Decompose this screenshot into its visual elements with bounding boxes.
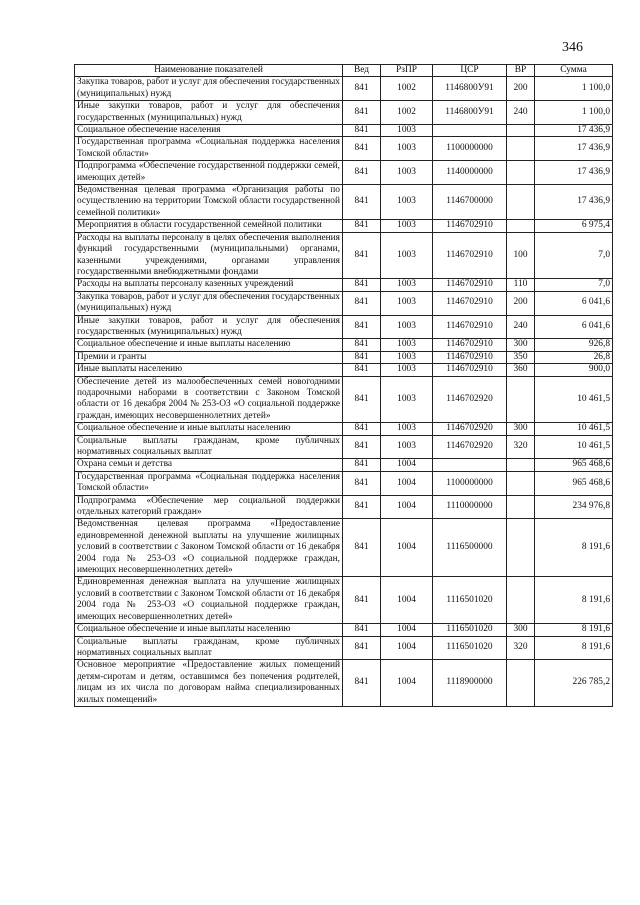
cell-sum: 1 100,0 [535,77,613,101]
cell-csr: 1110000000 [433,495,507,519]
cell-sum: 6 041,6 [535,315,613,339]
table-row [75,279,613,291]
cell-sum: 7,0 [535,232,613,279]
cell-csr: 1146702910 [433,220,507,232]
table-row [75,471,613,495]
cell-sum: 17 436,9 [535,161,613,185]
budget-table [74,64,613,707]
table-row [75,636,613,660]
cell-vr: 240 [507,315,535,339]
cell-sum: 10 461,5 [535,435,613,459]
table-row [75,137,613,161]
cell-vr: 240 [507,101,535,125]
cell-rzpr: 1003 [381,161,433,185]
cell-name: Социальное обеспечение и иные выплаты населению [75,339,343,351]
table-row [75,364,613,376]
cell-csr: 1146702910 [433,232,507,279]
cell-csr [433,459,507,471]
cell-ved: 841 [343,279,381,291]
cell-sum: 900,0 [535,364,613,376]
cell-rzpr: 1004 [381,624,433,636]
cell-rzpr: 1003 [381,315,433,339]
cell-ved: 841 [343,364,381,376]
table-row [75,624,613,636]
table-row [75,315,613,339]
cell-sum: 17 436,9 [535,125,613,137]
cell-ved: 841 [343,376,381,423]
cell-sum: 8 191,6 [535,519,613,577]
cell-ved: 841 [343,519,381,577]
cell-sum: 6 975,4 [535,220,613,232]
header-rzpr: РзПР [381,65,433,77]
cell-rzpr: 1003 [381,291,433,315]
cell-name: Закупка товаров, работ и услуг для обеспечения государственных (муниципальных) нужд [75,77,343,101]
cell-rzpr: 1004 [381,577,433,624]
cell-sum: 965 468,6 [535,471,613,495]
cell-csr: 1116500000 [433,519,507,577]
cell-vr: 320 [507,636,535,660]
cell-name: Ведомственная целевая программа «Организация работы по осуществлению на территории Томской области государственной семейной политики» [75,185,343,220]
cell-name: Иные закупки товаров, работ и услуг для обеспечения государственных (муниципальных) нужд [75,315,343,339]
table-row [75,291,613,315]
cell-vr: 100 [507,232,535,279]
cell-vr: 320 [507,435,535,459]
cell-rzpr: 1004 [381,519,433,577]
table-row [75,232,613,279]
cell-name: Иные выплаты населению [75,364,343,376]
cell-rzpr: 1003 [381,279,433,291]
cell-vr [507,185,535,220]
cell-name: Мероприятия в области государственной семейной политики [75,220,343,232]
cell-rzpr: 1003 [381,423,433,435]
table-row [75,459,613,471]
cell-sum: 17 436,9 [535,137,613,161]
cell-name: Расходы на выплаты персоналу в целях обеспечения выполнения функций государственными (муниципальными) органами, казенными учреждениями, органами управления государственными внебюджетными фондами [75,232,343,279]
cell-csr: 1146702910 [433,351,507,363]
cell-rzpr: 1003 [381,185,433,220]
cell-rzpr: 1002 [381,77,433,101]
cell-csr: 1146702920 [433,423,507,435]
cell-csr: 1100000000 [433,137,507,161]
table-row [75,185,613,220]
table-row [75,351,613,363]
cell-csr: 1116501020 [433,577,507,624]
cell-ved: 841 [343,161,381,185]
table-row [75,435,613,459]
cell-ved: 841 [343,459,381,471]
cell-sum: 226 785,2 [535,660,613,707]
cell-vr [507,137,535,161]
header-csr: ЦСР [433,65,507,77]
cell-ved: 841 [343,232,381,279]
cell-ved: 841 [343,220,381,232]
header-vr: ВР [507,65,535,77]
cell-name: Социальные выплаты гражданам, кроме публичных нормативных социальных выплат [75,435,343,459]
cell-name: Подпрограмма «Обеспечение мер социальной поддержки отдельных категорий граждан» [75,495,343,519]
cell-rzpr: 1002 [381,101,433,125]
cell-sum: 234 976,8 [535,495,613,519]
cell-csr: 1116501020 [433,636,507,660]
cell-vr: 300 [507,423,535,435]
cell-ved: 841 [343,185,381,220]
cell-rzpr: 1003 [381,435,433,459]
cell-vr: 200 [507,77,535,101]
cell-rzpr: 1003 [381,125,433,137]
header-sum: Сумма [535,65,613,77]
cell-vr [507,459,535,471]
cell-csr: 1146702920 [433,435,507,459]
cell-vr [507,125,535,137]
cell-name: Государственная программа «Социальная поддержка населения Томской области» [75,471,343,495]
cell-name: Иные закупки товаров, работ и услуг для обеспечения государственных (муниципальных) нужд [75,101,343,125]
table-row [75,376,613,423]
cell-name: Закупка товаров, работ и услуг для обеспечения государственных (муниципальных) нужд [75,291,343,315]
cell-sum: 1 100,0 [535,101,613,125]
table-row [75,125,613,137]
cell-name: Охрана семьи и детства [75,459,343,471]
cell-ved: 841 [343,660,381,707]
cell-ved: 841 [343,137,381,161]
cell-ved: 841 [343,636,381,660]
cell-rzpr: 1003 [381,339,433,351]
cell-ved: 841 [343,435,381,459]
cell-csr: 1118900000 [433,660,507,707]
cell-ved: 841 [343,624,381,636]
cell-sum: 6 041,6 [535,291,613,315]
cell-ved: 841 [343,577,381,624]
cell-rzpr: 1003 [381,232,433,279]
cell-rzpr: 1004 [381,636,433,660]
cell-sum: 10 461,5 [535,423,613,435]
cell-sum: 17 436,9 [535,185,613,220]
cell-csr: 1146800У91 [433,77,507,101]
cell-vr: 110 [507,279,535,291]
cell-sum: 965 468,6 [535,459,613,471]
cell-ved: 841 [343,101,381,125]
table-row [75,519,613,577]
cell-csr: 1146702910 [433,364,507,376]
cell-ved: 841 [343,471,381,495]
cell-vr [507,471,535,495]
cell-csr: 1146702920 [433,376,507,423]
cell-vr: 200 [507,291,535,315]
cell-csr: 1146702910 [433,339,507,351]
cell-rzpr: 1003 [381,364,433,376]
cell-rzpr: 1004 [381,459,433,471]
cell-name: Социальное обеспечение населения [75,125,343,137]
table-row [75,577,613,624]
cell-csr: 1140000000 [433,161,507,185]
table-row [75,495,613,519]
cell-rzpr: 1003 [381,220,433,232]
table-row [75,101,613,125]
cell-name: Расходы на выплаты персоналу казенных учреждений [75,279,343,291]
cell-name: Премии и гранты [75,351,343,363]
cell-ved: 841 [343,125,381,137]
table-row [75,161,613,185]
table-header-row [75,65,613,77]
page-number: 346 [562,40,583,55]
cell-ved: 841 [343,291,381,315]
cell-vr [507,495,535,519]
cell-csr: 1146702910 [433,315,507,339]
cell-sum: 8 191,6 [535,624,613,636]
cell-name: Ведомственная целевая программа «Предоставление единовременной денежной выплаты на улучшение жилищных условий в соответствии с Законом Томской области от 16 декабря 2004 года № 253-ОЗ «О социальной поддержке граждан, имеющих несовершеннолетних детей» [75,519,343,577]
cell-name: Подпрограмма «Обеспечение государственной поддержки семей, имеющих детей» [75,161,343,185]
cell-vr [507,220,535,232]
cell-vr: 300 [507,624,535,636]
cell-ved: 841 [343,495,381,519]
header-ved: Вед [343,65,381,77]
cell-csr: 1146800У91 [433,101,507,125]
cell-ved: 841 [343,423,381,435]
cell-name: Государственная программа «Социальная поддержка населения Томской области» [75,137,343,161]
cell-ved: 841 [343,339,381,351]
cell-sum: 26,8 [535,351,613,363]
cell-name: Обеспечение детей из малообеспеченных семей новогодними подарочными наборами в соответствии с Законом Томской области от 16 декабря 2004 № 253-ОЗ «О социальной поддержке граждан, имеющих несовершеннолетних детей» [75,376,343,423]
cell-vr: 300 [507,339,535,351]
cell-sum: 926,8 [535,339,613,351]
cell-vr [507,660,535,707]
cell-csr: 1146702910 [433,279,507,291]
cell-name: Социальное обеспечение и иные выплаты населению [75,423,343,435]
cell-rzpr: 1004 [381,471,433,495]
cell-name: Социальные выплаты гражданам, кроме публичных нормативных социальных выплат [75,636,343,660]
cell-csr: 1146700000 [433,185,507,220]
cell-sum: 10 461,5 [535,376,613,423]
table-row [75,660,613,707]
cell-vr: 360 [507,364,535,376]
table-row [75,77,613,101]
cell-vr [507,376,535,423]
table-row [75,339,613,351]
cell-rzpr: 1004 [381,660,433,707]
cell-name: Социальное обеспечение и иные выплаты населению [75,624,343,636]
cell-sum: 8 191,6 [535,636,613,660]
table-row [75,423,613,435]
table-row [75,220,613,232]
cell-csr: 1100000000 [433,471,507,495]
cell-vr: 350 [507,351,535,363]
cell-rzpr: 1003 [381,137,433,161]
cell-sum: 8 191,6 [535,577,613,624]
cell-rzpr: 1003 [381,351,433,363]
cell-vr [507,161,535,185]
cell-ved: 841 [343,315,381,339]
cell-rzpr: 1003 [381,376,433,423]
header-name: Наименование показателей [75,65,343,77]
cell-name: Единовременная денежная выплата на улучшение жилищных условий в соответствии с Законом Томской области от 16 декабря 2004 года № 253-ОЗ «О социальной поддержке граждан, имеющих несовершеннолетних детей» [75,577,343,624]
cell-csr: 1146702910 [433,291,507,315]
cell-rzpr: 1004 [381,495,433,519]
cell-ved: 841 [343,77,381,101]
cell-csr [433,125,507,137]
cell-vr [507,577,535,624]
cell-vr [507,519,535,577]
cell-ved: 841 [343,351,381,363]
cell-csr: 1116501020 [433,624,507,636]
cell-sum: 7,0 [535,279,613,291]
cell-name: Основное мероприятие «Предоставление жилых помещений детям-сиротам и детям, оставшимся без попечения родителей, лицам из их числа по договорам найма специализированных жилых помещений» [75,660,343,707]
